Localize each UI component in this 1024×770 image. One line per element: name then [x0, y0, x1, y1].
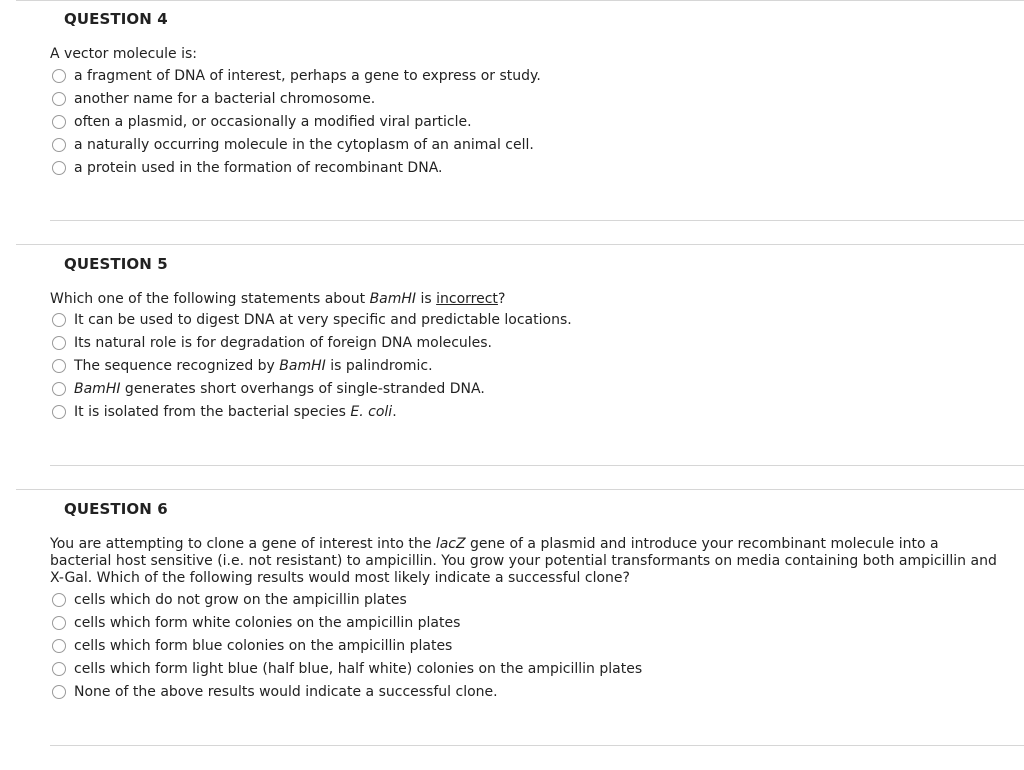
radio-button[interactable]	[52, 382, 66, 396]
answer-option[interactable]	[52, 312, 572, 328]
question-divider	[50, 745, 1024, 746]
radio-button[interactable]	[52, 639, 66, 653]
answer-option[interactable]	[52, 592, 407, 608]
question-stem-italic: BamHI	[369, 291, 417, 307]
question-title: QUESTION 6	[64, 500, 168, 518]
radio-button[interactable]	[52, 662, 66, 676]
answer-option[interactable]	[52, 160, 442, 176]
question-stem-text: Which one of the following statements about	[50, 291, 370, 307]
answer-option[interactable]	[52, 68, 541, 84]
radio-button[interactable]	[52, 593, 66, 607]
option-text: Its natural role is for degradation of foreign DNA molecules.	[74, 335, 493, 351]
option-italic: BamHI	[74, 381, 121, 397]
radio-button[interactable]	[52, 69, 66, 83]
option-italic: BamHI	[279, 358, 326, 374]
answer-option[interactable]	[52, 91, 375, 107]
answer-option-label: cells which do not grow on the ampicillin plates	[74, 592, 407, 608]
question-stem-italic: lacZ	[435, 536, 466, 552]
option-text: It can be used to digest DNA at very specific and predictable locations.	[74, 312, 572, 328]
answer-option[interactable]	[52, 335, 492, 351]
answer-option-label	[74, 358, 433, 374]
answer-option-label	[74, 312, 572, 328]
question-title: QUESTION 5	[64, 255, 168, 273]
answer-option-label: cells which form light blue (half blue, half white) colonies on the ampicillin plates	[74, 661, 643, 677]
question-title: QUESTION 4	[64, 10, 168, 28]
option-text: The sequence recognized by	[74, 358, 280, 374]
radio-button[interactable]	[52, 161, 66, 175]
question-stem-text: is	[416, 291, 437, 307]
option-text: It is isolated from the bacterial species	[74, 404, 351, 420]
answer-option-label: None of the above results would indicate a successful clone.	[74, 684, 498, 700]
radio-button[interactable]	[52, 92, 66, 106]
answer-option[interactable]	[52, 358, 433, 374]
answer-option[interactable]	[52, 615, 460, 631]
option-text: generates short overhangs of single-stranded DNA.	[120, 381, 485, 397]
question-5	[16, 244, 1024, 478]
question-stem-text: ?	[497, 291, 506, 307]
question-divider	[50, 465, 1024, 466]
answer-option-label: a naturally occurring molecule in the cytoplasm of an animal cell.	[74, 137, 534, 153]
radio-button[interactable]	[52, 336, 66, 350]
radio-button[interactable]	[52, 313, 66, 327]
answer-option[interactable]	[52, 137, 534, 153]
radio-button[interactable]	[52, 359, 66, 373]
answer-option[interactable]	[52, 381, 485, 397]
radio-button[interactable]	[52, 405, 66, 419]
answer-option[interactable]	[52, 638, 452, 654]
question-6	[16, 489, 1024, 770]
question-stem-text: You are attempting to clone a gene of interest into the	[50, 536, 436, 552]
answer-option[interactable]	[52, 114, 472, 130]
answer-option-label	[74, 335, 492, 351]
question-stem-underline: incorrect	[436, 291, 498, 307]
answer-option-label	[74, 404, 397, 420]
answer-option[interactable]	[52, 404, 397, 420]
radio-button[interactable]	[52, 685, 66, 699]
question-stem	[50, 536, 1000, 587]
answer-option-label: cells which form blue colonies on the ampicillin plates	[74, 638, 453, 654]
answer-option-label: another name for a bacterial chromosome.	[74, 91, 376, 107]
question-divider	[50, 220, 1024, 221]
answer-option-label	[74, 381, 485, 397]
question-4	[16, 0, 1024, 232]
radio-button[interactable]	[52, 115, 66, 129]
answer-option-label: a protein used in the formation of recombinant DNA.	[74, 160, 443, 176]
question-top-border	[16, 0, 1024, 1]
option-text: is palindromic.	[325, 358, 433, 374]
question-stem	[50, 291, 1000, 308]
question-top-border	[16, 489, 1024, 490]
radio-button[interactable]	[52, 138, 66, 152]
answer-option[interactable]	[52, 661, 642, 677]
answer-option[interactable]	[52, 684, 498, 700]
answer-option-label: a fragment of DNA of interest, perhaps a gene to express or study.	[74, 68, 541, 84]
option-text: .	[392, 404, 397, 420]
question-stem: A vector molecule is:	[50, 46, 198, 62]
answer-option-label: often a plasmid, or occasionally a modified viral particle.	[74, 114, 472, 130]
question-stem-text: gene of a plasmid and introduce your recombinant molecule into a bacterial host sensitive (i.e. not resistant) to ampicillin. You grow your potential transformants on media containing both ampicillin and X-Gal. Which of the following results would most likely indicate a successful clone?	[50, 536, 997, 586]
question-top-border	[16, 244, 1024, 245]
answer-option-label: cells which form white colonies on the ampicillin plates	[74, 615, 461, 631]
radio-button[interactable]	[52, 616, 66, 630]
option-italic: E. coli	[350, 404, 393, 420]
